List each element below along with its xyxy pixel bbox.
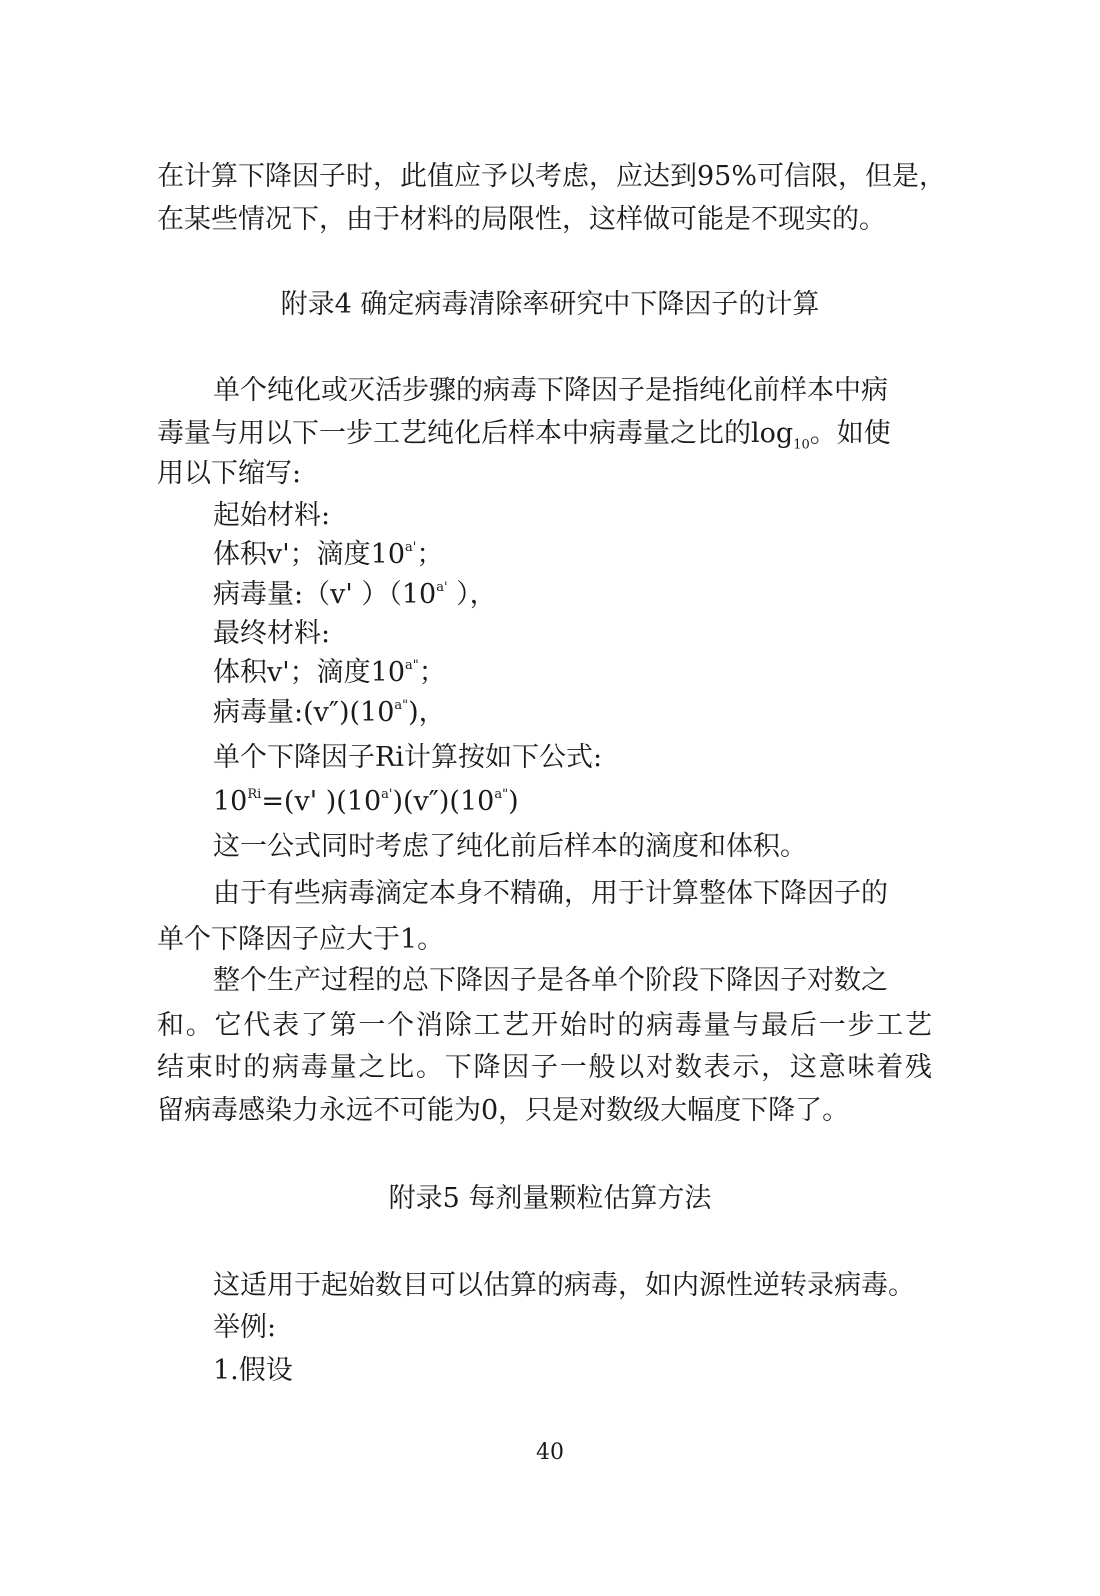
a4-para1-line2-text: 毒量与用以下一步工艺纯化后样本中病毒量之比的log xyxy=(157,418,794,449)
formula-part1: =(v' )(10 xyxy=(261,786,382,817)
formula-sup-ri: Ri xyxy=(247,787,262,802)
appendix4-heading: 附录4 确定病毒清除率研究中下降因子的计算 xyxy=(280,289,820,320)
a4-para2-line2: 单个下降因子应大于1。 xyxy=(157,924,445,955)
start-load-sup: a' xyxy=(436,580,448,595)
a4-para3-line3: 结束时的病毒量之比。下降因子一般以对数表示，这意味着残 xyxy=(157,1052,932,1083)
final-volume-sup: a" xyxy=(405,658,419,673)
formula xyxy=(213,784,988,820)
start-volume-sup: a' xyxy=(405,540,417,555)
a4-para2-line1: 由于有些病毒滴定本身不精确，用于计算整体下降因子的 xyxy=(213,878,888,909)
a4-para1-line2 xyxy=(157,416,932,452)
start-load-text: 病毒量:（v' ）（10 xyxy=(213,579,437,610)
final-volume-text: 体积v'；滴度10 xyxy=(213,657,406,688)
start-volume-tail: ； xyxy=(416,539,444,570)
formula-sup-a1: a' xyxy=(381,787,393,802)
a5-line1: 这适用于起始数目可以估算的病毒，如内源性逆转录病毒。 xyxy=(213,1270,915,1301)
page-number: 40 xyxy=(536,1440,564,1465)
start-load-tail: ）， xyxy=(447,579,497,610)
formula-part2: )(v″)(10 xyxy=(392,786,495,817)
start-load xyxy=(213,577,988,613)
start-volume xyxy=(213,537,988,573)
final-volume xyxy=(213,655,988,691)
start-material-label: 起始材料: xyxy=(213,500,331,531)
a4-para3-line4: 留病毒感染力永远不可能为0，只是对数级大幅度下降了。 xyxy=(157,1095,850,1126)
final-load-text: 病毒量:(v″)(10 xyxy=(213,697,395,728)
a4-para1-line2-tail: 。如使 xyxy=(809,418,891,449)
final-load-tail: )， xyxy=(408,697,446,728)
formula-sup-a2: a" xyxy=(494,787,509,802)
log-subscript: 10 xyxy=(793,437,810,453)
a4-para1-line1: 单个纯化或灭活步骤的病毒下降因子是指纯化前样本中病 xyxy=(213,375,888,406)
a4-para3-line2: 和。它代表了第一个消除工艺开始时的病毒量与最后一步工艺 xyxy=(157,1010,932,1041)
start-volume-text: 体积v'；滴度10 xyxy=(213,539,406,570)
formula-note: 这一公式同时考虑了纯化前后样本的滴度和体积。 xyxy=(213,831,807,862)
formula-part3: ) xyxy=(508,786,519,817)
a4-para3-line1: 整个生产过程的总下降因子是各单个阶段下降因子对数之 xyxy=(213,965,888,996)
a5-line2: 举例: xyxy=(213,1312,277,1343)
formula-base: 10 xyxy=(213,786,248,817)
final-load xyxy=(213,695,988,731)
final-load-sup: a" xyxy=(394,698,409,713)
intro-line-2: 在某些情况下，由于材料的局限性，这样做可能是不现实的。 xyxy=(157,204,886,235)
final-volume-tail: ； xyxy=(418,657,446,688)
final-material-label: 最终材料: xyxy=(213,618,331,649)
intro-line-1: 在计算下降因子时，此值应予以考虑，应达到95%可信限，但是， xyxy=(157,161,947,192)
a4-para1-line3: 用以下缩写: xyxy=(157,458,302,489)
a5-line3: 1.假设 xyxy=(213,1355,293,1386)
formula-intro: 单个下降因子Ri计算按如下公式: xyxy=(213,742,603,773)
appendix5-heading: 附录5 每剂量颗粒估算方法 xyxy=(388,1183,712,1214)
